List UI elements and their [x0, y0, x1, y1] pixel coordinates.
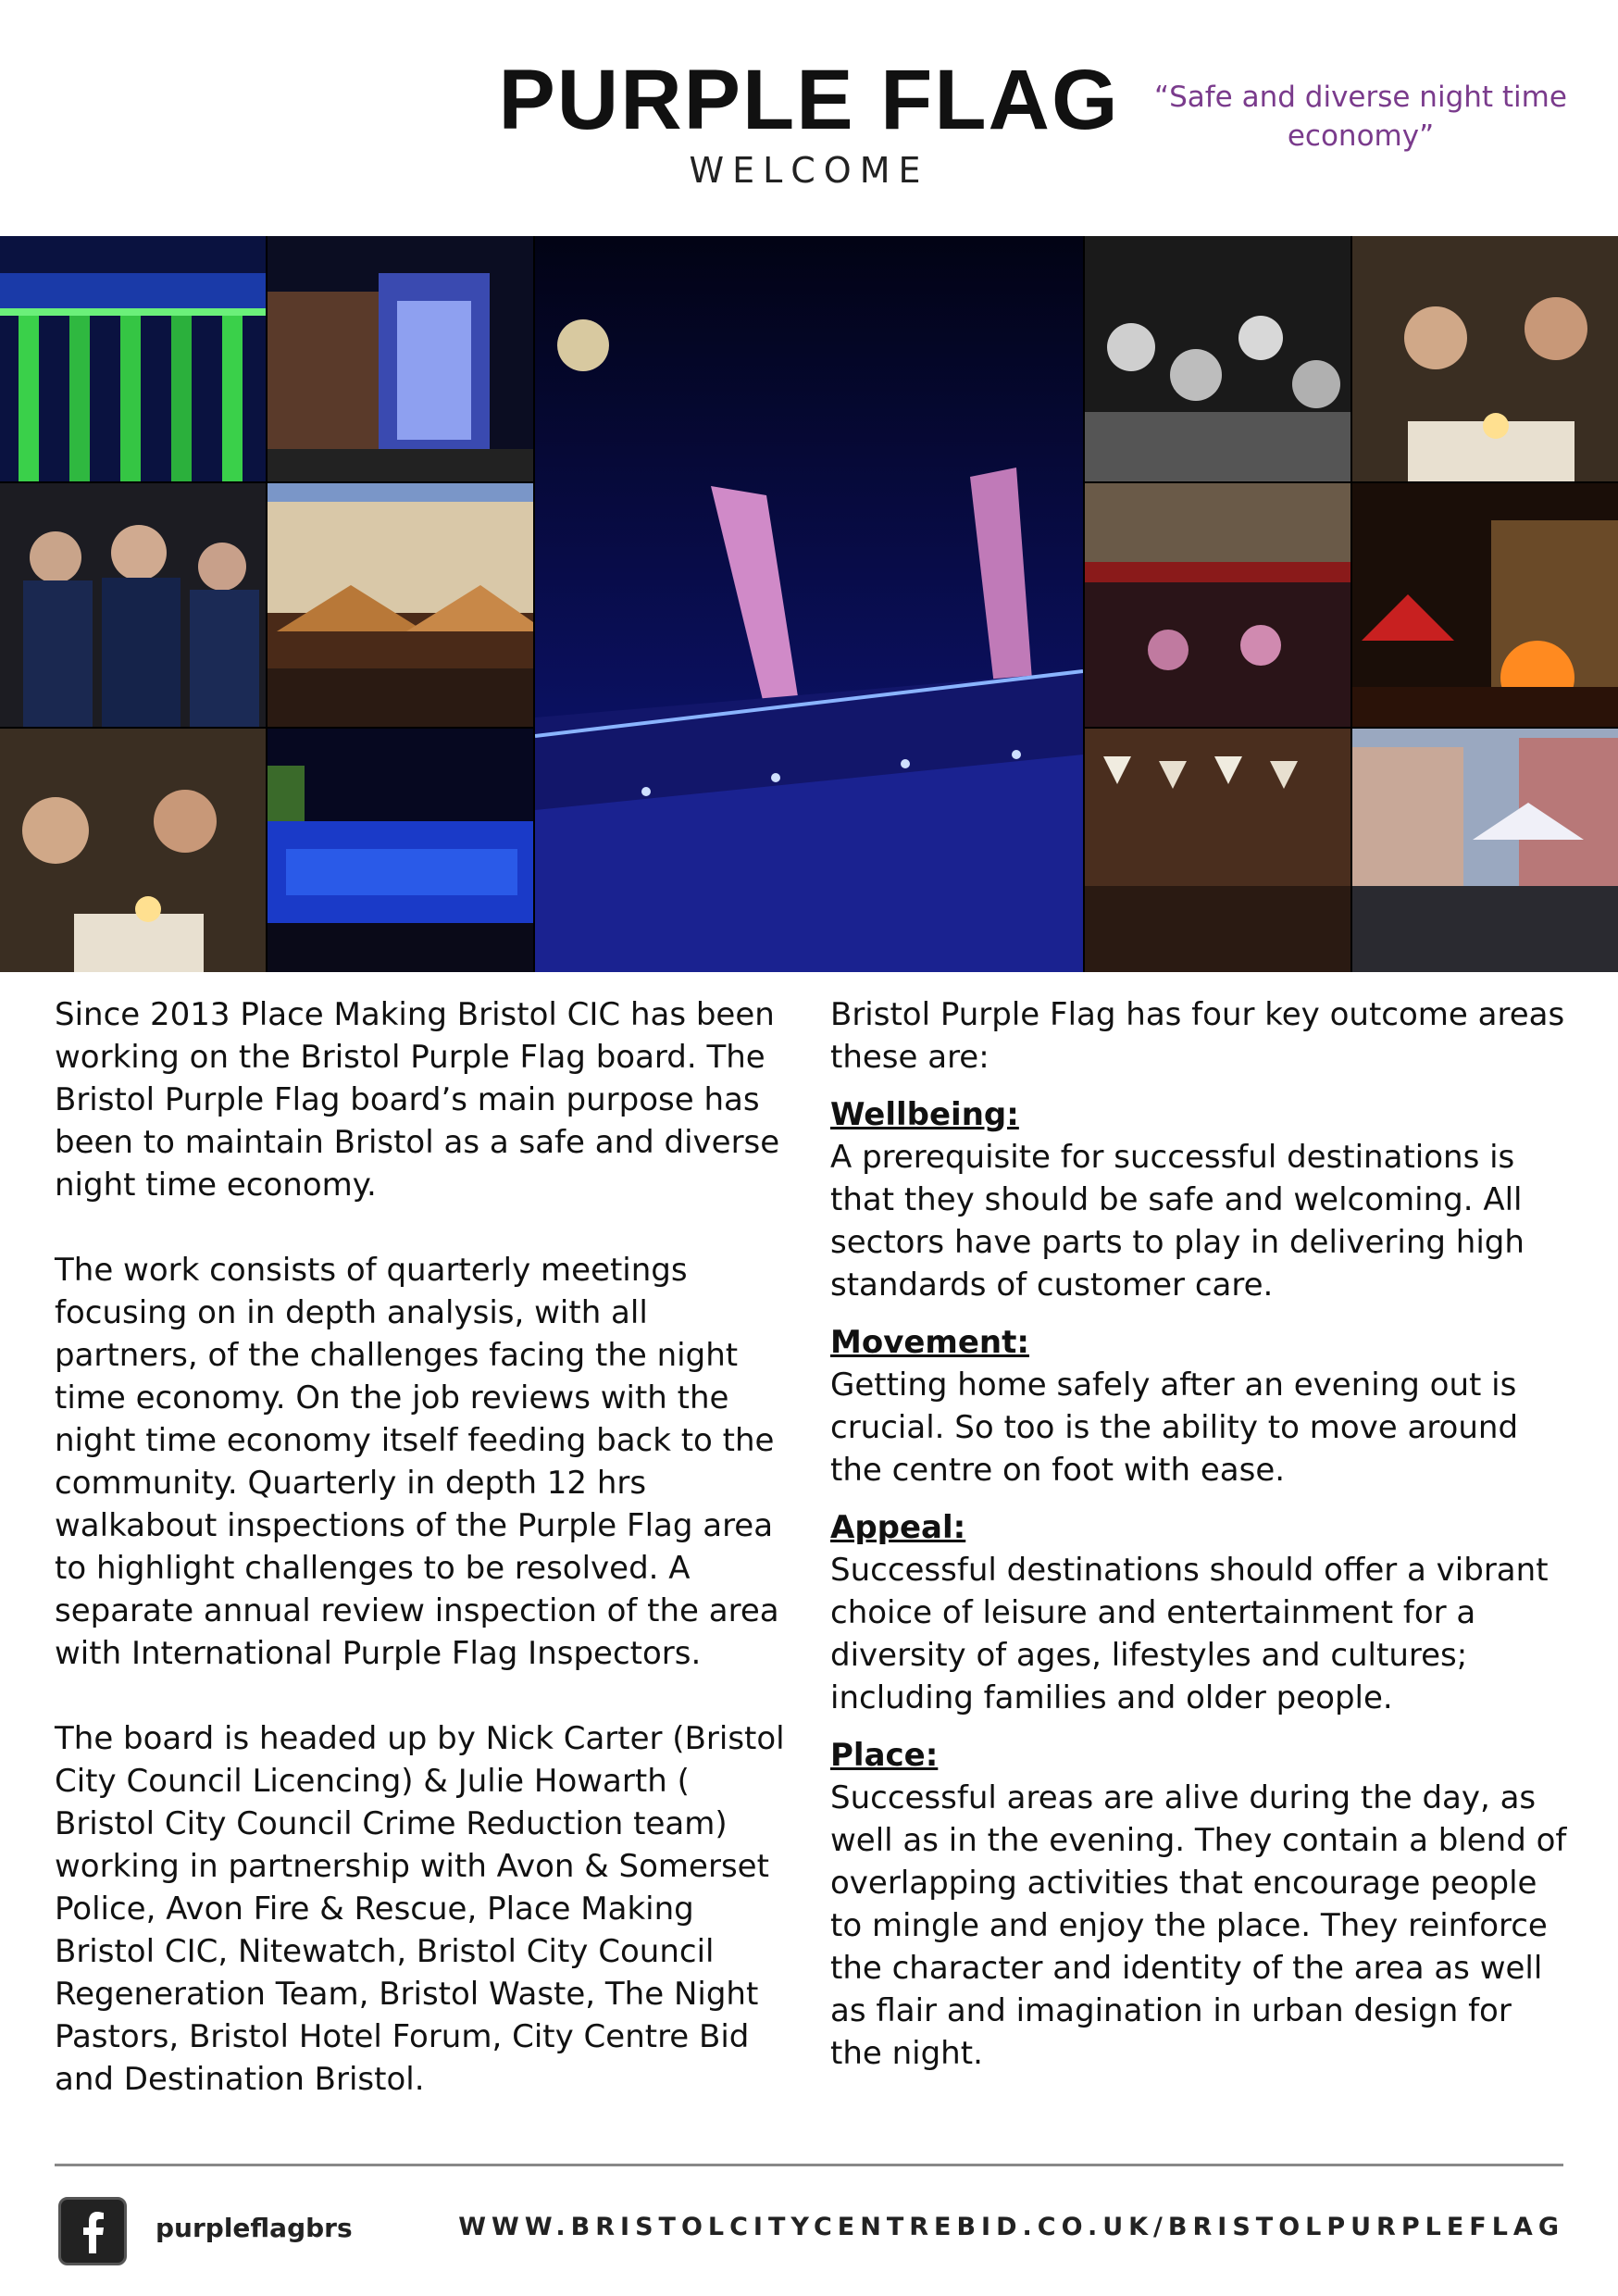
photo-christmas-market — [268, 483, 533, 727]
photo-street-party-crowd — [1352, 729, 1618, 972]
page-title: PURPLE FLAG — [498, 53, 1120, 147]
intro-column — [55, 993, 795, 2101]
wellbeing-heading: Wellbeing: — [830, 1096, 1019, 1133]
intro-paragraph: Since 2013 Place Making Bristol CIC has been working on the Bristol Purple Flag board. The Bristol Purple Flag board’s main purpose has been to maintain Bristol as a safe and diverse night time economy. — [55, 996, 780, 1204]
facebook-handle[interactable]: purpleflagbrs — [156, 2213, 353, 2243]
photo-street-festival-night — [1352, 483, 1618, 727]
photo-thekla-boat — [268, 729, 533, 972]
photo-bar-friends — [0, 729, 266, 972]
movement-heading: Movement: — [830, 1324, 1029, 1361]
appeal-heading: Appeal: — [830, 1509, 966, 1546]
page-subtitle: WELCOME — [689, 150, 929, 191]
wellbeing-text: A prerequisite for successful destinations is that they should be safe and welcoming. All sectors have parts to play in delivering high standards of customer care. — [830, 1139, 1525, 1304]
photo-club-crowd — [1085, 236, 1350, 481]
photo-mosaic — [0, 236, 1618, 972]
tagline-quote: “Safe and diverse night time economy” — [1154, 81, 1567, 153]
website-url[interactable]: WWW.BRISTOLCITYCENTREBID.CO.UK/BRISTOLPURPLEFLAG — [458, 2213, 1564, 2241]
movement-text: Getting home safely after an evening out is crucial. So too is the ability to move around the centre on foot with ease. — [830, 1366, 1519, 1489]
photo-bar-friends-2 — [1352, 236, 1618, 481]
place-heading: Place: — [830, 1737, 939, 1774]
photo-pero-bridge — [535, 236, 1083, 972]
photo-pub-bunting — [1085, 729, 1350, 972]
photo-modern-building — [268, 236, 533, 481]
photo-st-nicholas-markets — [1085, 483, 1350, 727]
board-paragraph: The board is headed up by Nick Carter (Bristol City Council Licencing) & Julie Howarth ( Bristol City Council Crime Reduction team) working in partnership with Avon & Somerset Police, Avon Fire & Rescue, Place Making Bristol CIC, Nitewatch, Bristol City Council Regeneration Team, Bristol Waste, The Night Pastors, Bristol Hotel Forum, City Centre Bid and Destination Bristol. — [55, 1720, 785, 2098]
outcomes-intro: Bristol Purple Flag has four key outcome areas these are: — [830, 996, 1565, 1076]
photo-police-officers — [0, 483, 266, 727]
work-paragraph: The work consists of quarterly meetings focusing on in depth analysis, with all partners, of the challenges facing the night time economy. On the job reviews with the night time economy itself feeding back to the community. Quarterly in depth 12 hrs walkabout inspections of the Purple Flag area to highlight challenges to be resolved. A separate annual review inspection of the area with International Purple Flag Inspectors. — [55, 1252, 779, 1672]
place-text: Successful areas are alive during the day, as well as in the evening. They contain a blend of overlapping activities that encourage people to mingle and enjoy the place. They reinforce the character and identity of the area as well as flair and imagination in urban design for the night. — [830, 1779, 1567, 2072]
photo-lit-columns — [0, 236, 266, 481]
footer-divider — [55, 2164, 1563, 2166]
facebook-icon[interactable] — [58, 2197, 127, 2265]
appeal-text: Successful destinations should offer a vibrant choice of leisure and entertainment for a diversity of ages, lifestyles and cultures; including families and older people. — [830, 1552, 1549, 1716]
outcomes-column — [830, 993, 1571, 2075]
